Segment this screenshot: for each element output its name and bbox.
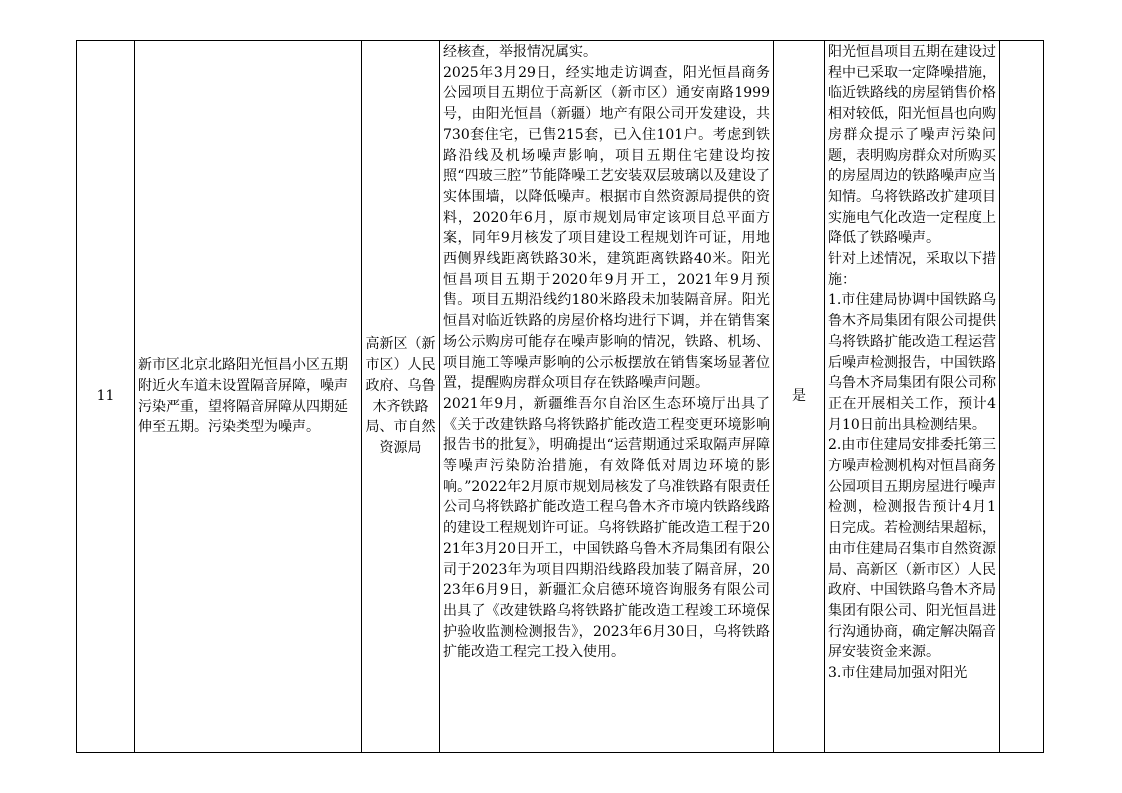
issue-cell bbox=[135, 41, 362, 753]
verification-cell bbox=[440, 41, 774, 753]
measures-text: 阳光恒昌项目五期在建设过程中已采取一定降噪措施，临近铁路线的房屋销售价格相对较低，阳光恒昌也向购房群众提示了噪声污染问题，表明购房群众对所购买的房屋周边的铁路噪声应当知情。乌将铁路改扩建项目实施电气化改造一定程度上降低了铁路噪声。 针对上述情况，采取以下措施： 1.市住建局协调中国铁路乌鲁木齐局集团有限公司提供乌将铁路扩能改造工程运营后噪声检测报告，中国铁路乌鲁木齐局集团有限公司称正在开展相关工作，预计4月10日前出具检测结果。 2.由市住建局安排委托第三方噪声检测机构对恒昌商务公园项目五期房屋进行噪声检测，检测报告预计4月1日完成。若检测结果超标，由市住建局召集市自然资源局、高新区（新市区）人民政府、中国铁路乌鲁木齐局集团有限公司、阳光恒昌进行沟通协商，确定解决隔音屏安装资金来源。 3.市住建局加强对阳光 bbox=[828, 44, 996, 682]
is-true-text: 是 bbox=[792, 388, 806, 405]
table-row bbox=[77, 41, 1044, 753]
is-true-cell bbox=[774, 41, 825, 753]
row-number: 11 bbox=[96, 388, 115, 405]
complaint-table bbox=[76, 40, 1044, 753]
verification-text: 经核查，举报情况属实。 2025年3月29日，经实地走访调查，阳光恒昌商务公园项目五期位于高新区（新市区）通安南路1999号，由阳光恒昌（新疆）地产有限公司开发建设，共730套住宅，已售215套，已入住101户。考虑到铁路沿线及机场噪声影响，项目五期住宅建设均按照“四玻三腔”节能降噪工艺安装双层玻璃以及建设了实体围墙，以降低噪声。根据市自然资源局提供的资料，2020年6月，原市规划局审定该项目总平面方案，同年9月核发了项目建设工程规划许可证，用地西侧界线距离铁路30米，建筑距离铁路40米。阳光恒昌项目五期于2020年9月开工，2021年9月预售。项目五期沿线约180米路段未加装隔音屏。阳光恒昌对临近铁路的房屋价格均进行下调，并在销售案场公示购房可能存在噪声影响的情况，铁路、机场、项目施工等噪声影响的公示板摆放在销售案场显著位置，提醒购房群众项目存在铁路噪声问题。 2021年9月，新疆维吾尔自治区生态环境厅出具了《关于改建铁路乌将铁路扩能改造工程变更环境影响报告书的批复》，明确提出“运营期通过采取隔声屏障等噪声污染防治措施，有效降低对周边环境的影响。”2022年2月原市规划局核发了乌准铁路有限责任公司乌将铁路扩能改造工程乌鲁木齐市境内铁路线路的建设工程规划许可证。乌将铁路扩能改造工程于2021年3月20日开工，中国铁路乌鲁木齐局集团有限公司于2023年为项目四期沿线路段加装了隔音屏，2023年6月9日，新疆汇众启德环境咨询服务有限公司出具了《改建铁路乌将铁路扩能改造工程竣工环境保护验收监测检测报告》，2023年6月30日，乌将铁路扩能改造工程完工投入使用。 bbox=[443, 44, 770, 661]
issue-text: 新市区北京北路阳光恒昌小区五期附近火车道未设置隔音屏障，噪声污染严重，望将隔音屏障从四期延伸至五期。污染类型为噪声。 bbox=[138, 357, 348, 436]
remarks-cell bbox=[1000, 41, 1044, 753]
department-text: 高新区（新市区）人民政府、乌鲁木齐铁路局、市自然资源局 bbox=[365, 336, 436, 456]
measures-cell bbox=[825, 41, 1000, 753]
department-cell bbox=[362, 41, 440, 753]
row-number-cell bbox=[77, 41, 135, 753]
